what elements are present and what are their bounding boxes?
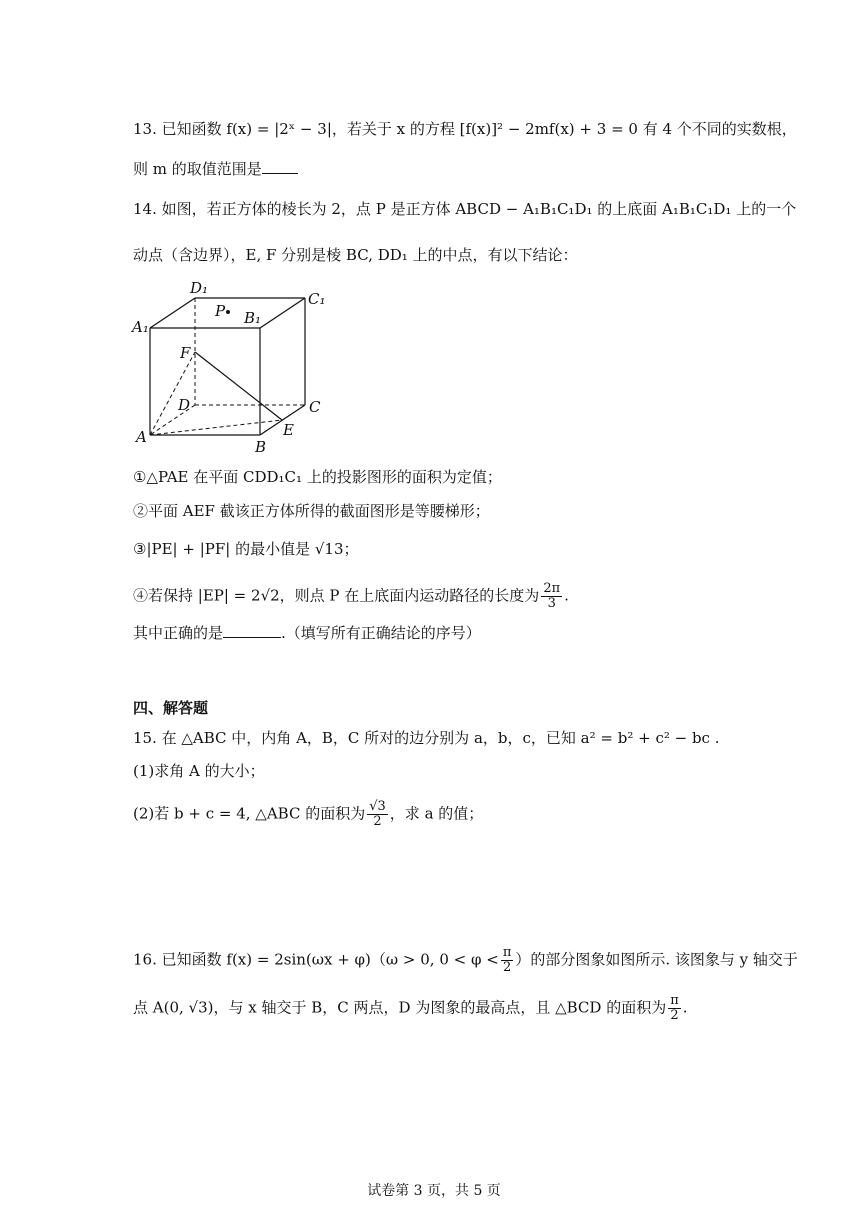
q14-statement-3: ③|PE| + |PF| 的最小值是 √13； <box>133 540 359 558</box>
segment-fe <box>195 352 282 420</box>
q16-line1: 16. 已知函数 f(x) = 2sin(ωx + φ)（ω > 0, 0 < φ < $\frac{\pi}{2}$ ）的部分图象如图所示. 该图象与 y 轴交于 <box>133 945 798 975</box>
label-f: F <box>180 344 191 362</box>
cube-figure <box>130 280 340 460</box>
q13-answer-blank[interactable] <box>262 173 298 174</box>
label-p: P <box>215 302 226 320</box>
label-d1: D₁ <box>190 280 209 297</box>
section-title: 四、解答题 <box>133 699 209 717</box>
fraction-2pi-3: $\frac{2\pi}{3}$ <box>543 581 561 611</box>
q14-statement-1: ①△PAE 在平面 CDD₁C₁ 上的投影图形的面积为定值； <box>133 468 502 486</box>
q15-part2: (2)若 b + c = 4, △ABC 的面积为 $\frac{√3}{2}$ ，求 a 的值； <box>133 799 484 829</box>
label-b1: B₁ <box>244 309 262 327</box>
page-footer: 试卷第 3 页，共 5 页 <box>367 1183 501 1199</box>
q13-line2 <box>133 158 298 180</box>
q14-line1: 14. 如图，若正方体的棱长为 2，点 P 是正方体 ABCD − A₁B₁C₁D₁ 的上底面 A₁B₁C₁D₁ 上的一个 <box>133 200 797 218</box>
fraction-pi-2-a: $\frac{\pi}{2}$ <box>502 945 512 975</box>
q14-statement-4: ④若保持 |EP| = 2√2，则点 P 在上底面内运动路径的长度为 $\frac{2\pi}{3}$ . <box>133 581 569 611</box>
q13-line1: 13. 已知函数 f(x) = |2ˣ − 3|，若关于 x 的方程 [f(x)]² − 2mf(x) + 3 = 0 有 4 个不同的实数根， <box>133 120 797 138</box>
fraction-sqrt3-2: $\frac{√3}{2}$ <box>369 799 386 829</box>
label-a1: A₁ <box>132 318 149 336</box>
segment-af-hidden <box>150 352 195 435</box>
label-c: C <box>309 398 321 416</box>
q14-statement-4-text: ④若保持 |EP| = 2√2，则点 P 在上底面内运动路径的长度为 <box>133 586 540 605</box>
q14-statement-2: ②平面 AEF 截该正方体所得的截面图形是等腰梯形； <box>133 502 490 520</box>
label-c1: C₁ <box>308 290 326 308</box>
q16-line2: 点 A(0, √3)，与 x 轴交于 B，C 两点，D 为图象的最高点，且 △BCD 的面积为 $\frac{\pi}{2}$ . <box>133 993 688 1023</box>
q15-line1: 15. 在 △ABC 中，内角 A，B，C 所对的边分别为 a，b，c，已知 a² = b² + c² − bc . <box>133 729 720 747</box>
q14-answer-line: 其中正确的是 .（填写所有正确结论的序号） <box>133 624 481 642</box>
point-p-dot <box>226 310 230 314</box>
label-b: B <box>255 438 267 456</box>
label-d: D <box>178 396 191 414</box>
q13-line2-text: 则 m 的取值范围是 <box>133 160 262 178</box>
q14-line2: 动点（含边界），E, F 分别是棱 BC, DD₁ 上的中点，有以下结论： <box>133 246 578 264</box>
label-e: E <box>283 421 294 439</box>
fraction-pi-2-b: $\frac{\pi}{2}$ <box>670 993 679 1023</box>
q15-part1: (1)求角 A 的大小； <box>133 762 265 780</box>
edge-a1d1 <box>150 298 195 328</box>
label-a: A <box>136 428 147 446</box>
edge-c1b1 <box>260 298 305 328</box>
q14-answer-blank[interactable] <box>223 637 281 638</box>
